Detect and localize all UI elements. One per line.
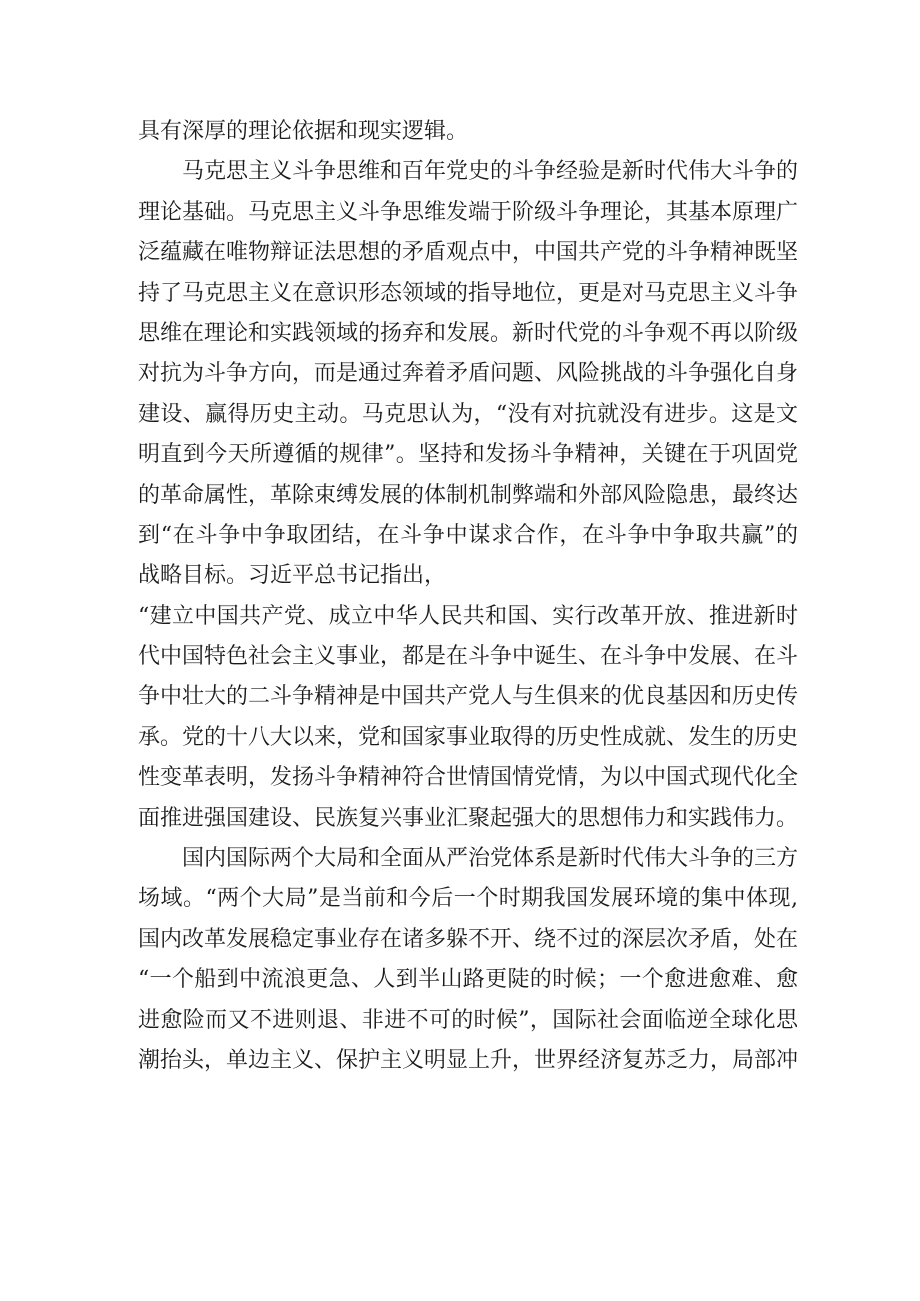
text-line: 到“在斗争中争取团结，在斗争中谋求合作，在斗争中争取共赢”的 [138, 522, 798, 548]
text-line: 争中壮大的二斗争精神是中国共产党人与生俱来的优良基因和历史传 [138, 684, 798, 710]
text-line: 进愈险而又不进则退、非进不可的时候”，国际社会面临逆全球化思 [138, 1007, 798, 1033]
text-line: 持了马克思主义在意识形态领域的指导地位，更是对马克思主义斗争 [138, 280, 798, 306]
text-line: “一个船到中流浪更急、人到半山路更陡的时候；一个愈进愈难、愈 [138, 967, 798, 993]
text-line: 思维在理论和实践领域的扬弃和发展。新时代党的斗争观不再以阶级 [138, 320, 798, 346]
text-line: 性变革表明，发扬斗争精神符合世情国情党情，为以中国式现代化全 [138, 765, 798, 791]
text-line: 具有深厚的理论依据和现实逻辑。 [138, 119, 469, 144]
text-line: 代中国特色社会主义事业，都是在斗争中诞生、在斗争中发展、在斗 [138, 644, 798, 670]
text-line: 国内改革发展稳定事业存在诸多躲不开、绕不过的深层次矛盾，处在 [138, 926, 798, 952]
text-line: 的革命属性，革除束缚发展的体制机制弊端和外部风险隐患，最终达 [138, 482, 798, 508]
text-line: 战略目标。习近平总书记指出， [138, 563, 447, 589]
text-line: 承。党的十八大以来，党和国家事业取得的历史性成就、发生的历史 [138, 724, 798, 750]
text-line: 建设、赢得历史主动。马克思认为，“没有对抗就没有进步。这是文 [138, 401, 798, 427]
quote-line: “建立中国共产党、成立中华人民共和国、实行改革开放、推进新时 [138, 603, 798, 629]
text-line: 面推进强国建设、民族复兴事业汇聚起强大的思想伟力和实践伟力。 [138, 805, 798, 831]
body-text [138, 112, 798, 1081]
text-line: 明直到今天所遵循的规律”。坚持和发扬斗争精神，关键在于巩固党 [138, 442, 798, 468]
text-line: 泛蕴藏在唯物辩证法思想的矛盾观点中，中国共产党的斗争精神既坚 [138, 240, 798, 266]
text-line: 理论基础。马克思主义斗争思维发端于阶级斗争理论，其基本原理广 [138, 199, 798, 225]
text-line: 场域。“两个大局”是当前和今后一个时期我国发展环境的集中体现, [138, 886, 798, 912]
paragraph-start-line: 马克思主义斗争思维和百年党史的斗争经验是新时代伟大斗争的 [182, 159, 798, 185]
paragraph-start-line: 国内国际两个大局和全面从严治党体系是新时代伟大斗争的三方 [182, 846, 798, 872]
text-line: 潮抬头，单边主义、保护主义明显上升，世界经济复苏乏力，局部冲 [138, 1047, 798, 1073]
text-line: 对抗为斗争方向，而是通过奔着矛盾问题、风险挑战的斗争强化自身 [138, 361, 798, 387]
